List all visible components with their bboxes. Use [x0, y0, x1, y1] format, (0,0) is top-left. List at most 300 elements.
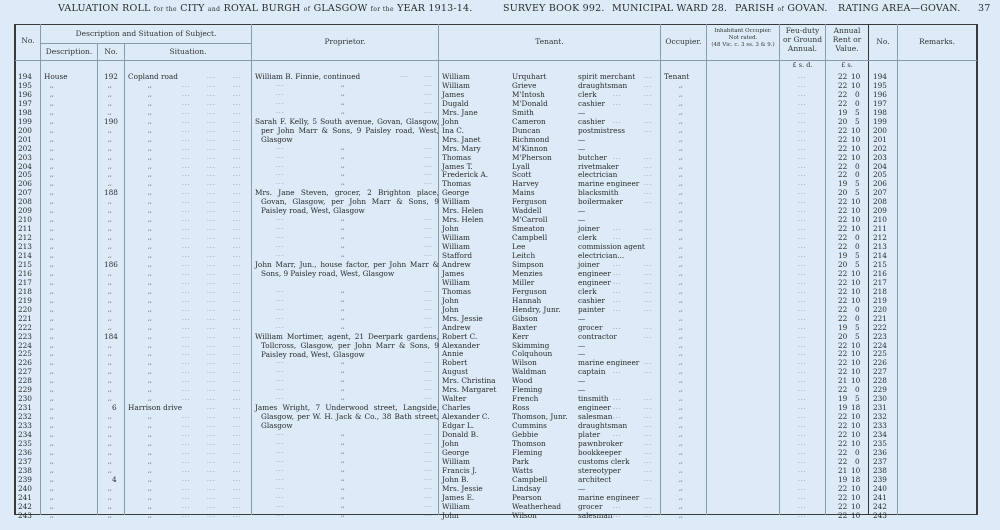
situation: ,,: [148, 153, 152, 161]
leader-dots: ...: [233, 368, 242, 376]
leader-dots: ...: [182, 466, 191, 474]
rent-shillings: 10: [851, 349, 861, 359]
situation: ,,: [148, 395, 152, 403]
rent-shillings: 10: [851, 340, 861, 350]
description: ,,: [50, 332, 54, 340]
description: ,,: [50, 448, 54, 456]
tenant-first-name: William: [442, 72, 470, 81]
leader-dots: ...: [233, 90, 242, 98]
house-number: ,,: [108, 422, 112, 430]
col-no-right: No.: [876, 37, 890, 46]
row-number: 236: [18, 447, 32, 457]
description: ,,: [50, 90, 54, 98]
leader-dots: ...: [424, 501, 433, 509]
proprietor-ditto: ,,: [341, 161, 345, 169]
description: ,,: [50, 314, 54, 322]
row-number-right: 219: [873, 295, 887, 305]
house-number: ,,: [108, 386, 112, 394]
occupier: ,,: [679, 484, 683, 492]
rent-pounds: 22: [838, 501, 848, 511]
leader-dots: ...: [207, 493, 216, 501]
situation: ,,: [148, 439, 152, 447]
description: ,,: [50, 493, 54, 501]
tenant-surname: Campbell: [512, 474, 548, 484]
leader-dots: ...: [182, 189, 191, 197]
proprietor-ditto: ,,: [341, 295, 345, 303]
description: ,,: [50, 422, 54, 430]
table-row: [0, 439, 1000, 448]
tenant-occupation: —: [578, 215, 586, 225]
leader-dots: ...: [424, 80, 433, 88]
rent-shillings: 18: [851, 403, 861, 413]
tenant-surname: Scott: [512, 170, 532, 180]
tenant-occupation: pawnbroker: [578, 438, 623, 448]
feu-duty-dots: ...: [798, 135, 807, 143]
tenant-first-name: Dugald: [442, 98, 469, 108]
tenant-occupation: postmistress: [578, 125, 625, 135]
leader-dots: ...: [424, 367, 433, 375]
leader-dots: ...: [207, 189, 216, 197]
occupier: ,,: [679, 171, 683, 179]
occupier: ,,: [679, 314, 683, 322]
leader-dots: ...: [207, 466, 216, 474]
leader-dots: ...: [233, 386, 242, 394]
feu-duty-dots: ...: [798, 493, 807, 501]
rent-pounds: 22: [838, 430, 848, 439]
description: ,,: [50, 117, 54, 125]
tenant-occupation: draughtsman: [578, 421, 628, 431]
leader-dots: ...: [182, 90, 191, 98]
leader-dots: ...: [424, 394, 433, 402]
tenant-occupation: engineer: [578, 268, 611, 278]
description: ,,: [50, 386, 54, 394]
table-row: [0, 394, 1000, 403]
leader-dots: ...: [276, 394, 285, 402]
description: ,,: [50, 126, 54, 134]
leader-dots: ...: [233, 296, 242, 304]
leader-dots: ...: [424, 143, 433, 151]
tenant-first-name: Edgar L.: [442, 421, 474, 431]
rent-pounds: 21: [838, 465, 848, 475]
leader-dots: ...: [207, 81, 216, 89]
tenant-surname: Hendry, Junr.: [512, 304, 561, 314]
description: ,,: [50, 296, 54, 304]
col-occupier: Occupier.: [665, 37, 702, 46]
occupier: ,,: [679, 457, 683, 465]
rent-shillings: 5: [855, 331, 860, 341]
tenant-occupation: salesman: [578, 412, 613, 422]
feu-duty-dots: ...: [798, 377, 807, 385]
leader-dots: ...: [207, 207, 216, 215]
parish-name: GOVAN.: [787, 3, 828, 14]
tenant-first-name: Andrew: [442, 322, 471, 332]
rent-pounds: 22: [838, 277, 848, 287]
col-proprietor: Proprietor.: [324, 37, 366, 46]
leader-dots: ...: [207, 278, 216, 286]
tenant-first-name: William: [442, 80, 470, 90]
description: House: [44, 72, 68, 81]
feu-duty-dots: ...: [798, 359, 807, 367]
leader-dots: ...: [182, 332, 191, 340]
row-number-right: 226: [873, 358, 887, 368]
tenant-first-name: Mrs. Helen: [442, 206, 484, 216]
rent-pounds: 22: [838, 412, 848, 422]
leader-dots: ...: [424, 295, 433, 303]
rent-pounds: 19: [838, 403, 848, 413]
house-number: ,,: [108, 234, 112, 242]
row-number: 204: [18, 161, 32, 171]
rent-shillings: 10: [851, 430, 861, 439]
tenant-surname: Smith: [512, 107, 534, 117]
row-number-right: 198: [873, 107, 887, 117]
leader-dots: ...: [207, 126, 216, 134]
rent-pounds: 22: [838, 367, 848, 377]
tenant-first-name: Stafford: [442, 251, 473, 260]
table-row: [0, 358, 1000, 367]
house-number: ,,: [108, 269, 112, 277]
description: ,,: [50, 99, 54, 107]
leader-dots: ...: [276, 107, 285, 115]
leader-dots: ...: [424, 107, 433, 115]
occupier: ,,: [679, 180, 683, 188]
tenant-first-name: Walter: [442, 394, 467, 404]
table-row: [0, 502, 1000, 511]
row-number-right: 242: [873, 501, 887, 511]
proprietor-ditto: ,,: [341, 152, 345, 160]
leader-dots: ...: [276, 161, 285, 169]
leader-dots: ...: [207, 144, 216, 152]
feu-duty-dots: ...: [798, 99, 807, 107]
occupier: ,,: [679, 422, 683, 430]
table-row: [0, 108, 1000, 117]
row-number-right: 213: [873, 242, 887, 252]
tenant-occupation: joiner: [578, 224, 600, 234]
leader-dots: ...: [233, 395, 242, 403]
situation: ,,: [148, 171, 152, 179]
leader-dots: ...: [207, 341, 216, 349]
tenant-occupation: customs clerk: [578, 456, 630, 466]
tenant-surname: Grieve: [512, 80, 537, 90]
leader-dots: ...: [276, 510, 285, 518]
rent-pounds: 22: [838, 421, 848, 431]
leader-dots: ...: [207, 314, 216, 322]
description: ,,: [50, 502, 54, 510]
leader-dots: ...: [276, 456, 285, 464]
leader-dots: ...: [276, 170, 285, 178]
leader-dots: ...: [644, 296, 653, 304]
leader-dots: ...: [182, 502, 191, 510]
table-row: [0, 188, 1000, 197]
leader-dots: ...: [276, 80, 285, 88]
occupier: ,,: [679, 368, 683, 376]
rent-shillings: 10: [851, 367, 861, 377]
tenant-surname: Ross: [512, 403, 530, 413]
situation: ,,: [148, 269, 152, 277]
table-row: [0, 457, 1000, 466]
rent-shillings: 5: [855, 259, 860, 269]
table-row: [0, 287, 1000, 296]
house-number: 188: [104, 188, 118, 198]
tenant-first-name: Mrs. Jane: [442, 107, 478, 117]
description: ,,: [50, 216, 54, 224]
tenant-first-name: Ina C.: [442, 125, 464, 135]
situation: ,,: [148, 386, 152, 394]
rent-pounds: 22: [838, 98, 848, 108]
occupier: ,,: [679, 305, 683, 313]
row-number-right: 210: [873, 215, 887, 225]
tenant-occupation: —: [578, 143, 586, 153]
inhabitant-line: Not rated.: [728, 35, 758, 41]
row-number-right: 217: [873, 277, 887, 287]
house-number: ,,: [108, 162, 112, 170]
tenant-surname: Gibson: [512, 313, 538, 323]
situation: ,,: [148, 413, 152, 421]
feu-duty-dots: ...: [798, 278, 807, 286]
feu-duty-dots: ...: [798, 269, 807, 277]
tenant-occupation: marine engineer: [578, 358, 640, 368]
leader-dots: ...: [644, 457, 653, 465]
feu-duty-dots: ...: [798, 350, 807, 358]
occupier: ,,: [679, 243, 683, 251]
rent-shillings: 5: [855, 322, 860, 332]
row-number-right: 201: [873, 134, 887, 144]
tenant-occupation: —: [578, 385, 586, 395]
leader-dots: ...: [233, 511, 242, 519]
tenant-surname: Lee: [512, 242, 526, 252]
leader-dots: ...: [207, 216, 216, 224]
feu-duty-dots: ...: [798, 117, 807, 125]
feu-duty-dots: ...: [798, 287, 807, 295]
proprietor-ditto: ,,: [341, 447, 345, 455]
leader-dots: ...: [233, 413, 242, 421]
col-description: Description.: [45, 47, 93, 56]
tenant-occupation: clerk: [578, 233, 597, 243]
occupier: ,,: [679, 502, 683, 510]
leader-dots: ...: [424, 233, 433, 241]
leader-dots: ...: [207, 296, 216, 304]
rent-pounds: 22: [838, 304, 848, 314]
row-number: 243: [18, 510, 32, 520]
table-row: [0, 215, 1000, 224]
situation: ,,: [148, 278, 152, 286]
situation: ,,: [148, 117, 152, 125]
tenant-first-name: Mrs. Janet: [442, 134, 481, 144]
feu-duty-dots: ...: [798, 198, 807, 206]
leader-dots: ...: [276, 438, 285, 446]
table-row: [0, 90, 1000, 99]
parish-of: of: [777, 6, 785, 13]
tenant-first-name: Mrs. Helen: [442, 215, 484, 225]
row-number: 237: [18, 456, 32, 466]
leader-dots: ...: [233, 135, 242, 143]
leader-dots: ...: [424, 286, 433, 294]
row-number: 215: [18, 259, 32, 269]
tenant-first-name: Thomas: [442, 152, 471, 162]
leader-dots: ...: [233, 180, 242, 188]
occupier: ,,: [679, 323, 683, 331]
tenant-surname: Fleming: [512, 385, 543, 395]
tenant-surname: Simpson: [512, 259, 544, 269]
situation: ,,: [148, 341, 152, 349]
leader-dots: ...: [207, 457, 216, 465]
rent-pounds: 22: [838, 286, 848, 296]
tenant-surname: Urquhart: [512, 72, 547, 81]
tenant-occupation: —: [578, 483, 586, 493]
rent-pounds: 22: [838, 340, 848, 350]
leader-dots: ...: [644, 269, 653, 277]
leader-dots: ...: [182, 422, 191, 430]
row-number: 195: [18, 80, 32, 90]
tenant-first-name: William: [442, 501, 470, 511]
feu-duty-dots: ...: [798, 305, 807, 313]
leader-dots: ...: [207, 439, 216, 447]
situation: ,,: [148, 207, 152, 215]
row-number-right: 203: [873, 152, 887, 162]
tenant-surname: Lyall: [512, 161, 530, 171]
feu-duty-dots: ...: [798, 144, 807, 152]
table-row: [0, 403, 1000, 412]
rent-pounds: 20: [838, 188, 848, 198]
rent-pounds: 19: [838, 322, 848, 332]
leader-dots: ...: [233, 189, 242, 197]
leader-dots: ...: [207, 108, 216, 116]
occupier: ,,: [679, 81, 683, 89]
row-number: 196: [18, 89, 32, 99]
leader-dots: ...: [207, 198, 216, 206]
situation: ,,: [148, 493, 152, 501]
description: ,,: [50, 511, 54, 519]
description: ,,: [50, 341, 54, 349]
description: ,,: [50, 305, 54, 313]
tenant-first-name: William: [442, 242, 470, 252]
tenant-surname: Harvey: [512, 179, 539, 189]
situation: ,,: [148, 287, 152, 295]
rent-shillings: 0: [855, 161, 860, 171]
table-row: [0, 296, 1000, 305]
leader-dots: ...: [276, 98, 285, 106]
tenant-first-name: William: [442, 233, 470, 243]
leader-dots: ...: [233, 457, 242, 465]
rent-pounds: 22: [838, 483, 848, 493]
tenant-first-name: Mrs. Jessie: [442, 313, 483, 323]
leader-dots: ...: [233, 234, 242, 242]
proprietor-ditto: ,,: [341, 394, 345, 402]
tenant-first-name: Robert C.: [442, 331, 478, 341]
tenant-surname: M'Carroll: [512, 215, 548, 225]
leader-dots: ...: [233, 341, 242, 349]
leader-dots: ...: [207, 287, 216, 295]
house-number: ,,: [108, 198, 112, 206]
row-number-right: 204: [873, 161, 887, 171]
leader-dots: ...: [400, 72, 409, 79]
table-row: [0, 341, 1000, 350]
proprietor-ditto: ,,: [341, 304, 345, 312]
occupier: ,,: [679, 431, 683, 438]
proprietor-ditto: ,,: [341, 170, 345, 178]
title-part: for the: [153, 6, 177, 13]
leader-dots: ...: [424, 89, 433, 97]
situation: ,,: [148, 466, 152, 474]
leader-dots: ...: [276, 242, 285, 250]
table-row: [0, 153, 1000, 162]
situation: ,,: [148, 296, 152, 304]
rent-shillings: 10: [851, 224, 861, 234]
house-number: ,,: [108, 153, 112, 161]
tenant-surname: Miller: [512, 277, 535, 287]
leader-dots: ...: [207, 359, 216, 367]
rent-pounds: 22: [838, 215, 848, 225]
leader-dots: ...: [207, 377, 216, 385]
table-row: [0, 475, 1000, 484]
occupier: ,,: [679, 207, 683, 215]
rent-pounds: 22: [838, 206, 848, 216]
parish-label: PARISH: [735, 3, 775, 14]
tenant-surname: Pearson: [512, 492, 542, 502]
leader-dots: ...: [276, 376, 285, 384]
proprietor-ditto: ,,: [341, 385, 345, 393]
leader-dots: ...: [182, 359, 191, 367]
tenant-surname: Ferguson: [512, 286, 547, 296]
title-part: YEAR: [397, 3, 426, 14]
col-annual-rent: [826, 26, 868, 53]
rent-pounds: 22: [838, 385, 848, 395]
leader-dots: ...: [233, 475, 242, 483]
table-row: [0, 332, 1000, 341]
rent-shillings: 10: [851, 376, 861, 386]
rent-pounds: 22: [838, 438, 848, 448]
feu-duty-dots: ...: [798, 457, 807, 465]
tenant-first-name: James: [442, 268, 465, 278]
row-number-right: 225: [873, 349, 887, 359]
leader-dots: ...: [233, 332, 242, 340]
rent-shillings: 10: [851, 277, 861, 287]
rent-shillings: 18: [851, 474, 861, 484]
feu-duty-dots: ...: [798, 448, 807, 456]
rent-pounds: 20: [838, 331, 848, 341]
situation: ,,: [148, 323, 152, 331]
house-number: ,,: [108, 287, 112, 295]
rent-pounds: 19: [838, 474, 848, 484]
inhabitant-line: (48 Vic. c. 3 ss. 3 & 9.): [711, 42, 775, 48]
table-row: [0, 81, 1000, 90]
leader-dots: ...: [613, 413, 622, 421]
row-number-right: 241: [873, 492, 887, 502]
description: ,,: [50, 484, 54, 492]
house-number: ,,: [108, 502, 112, 510]
leader-dots: ...: [207, 260, 216, 268]
occupier: ,,: [679, 234, 683, 242]
proprietor-ditto: ,,: [341, 438, 345, 446]
rent-pounds: 22: [838, 492, 848, 502]
tenant-occupation: marine engineer: [578, 492, 640, 502]
rent-pounds: 22: [838, 510, 848, 520]
leader-dots: ...: [613, 431, 622, 438]
tenant-first-name: Thomas: [442, 179, 471, 189]
feu-duty-dots: ...: [798, 296, 807, 304]
leader-dots: ...: [233, 404, 242, 412]
row-number-right: 199: [873, 116, 887, 126]
tenant-occupation: blacksmith: [578, 188, 619, 198]
leader-dots: ...: [276, 295, 285, 303]
description: ,,: [50, 153, 54, 161]
feu-units: £ s. d.: [792, 61, 813, 69]
row-number: 234: [18, 430, 32, 439]
table-row: [0, 99, 1000, 108]
leader-dots: ...: [207, 395, 216, 403]
rent-shillings: 0: [855, 304, 860, 314]
survey-book: SURVEY BOOK 992.: [503, 3, 605, 14]
leader-dots: ...: [233, 153, 242, 161]
